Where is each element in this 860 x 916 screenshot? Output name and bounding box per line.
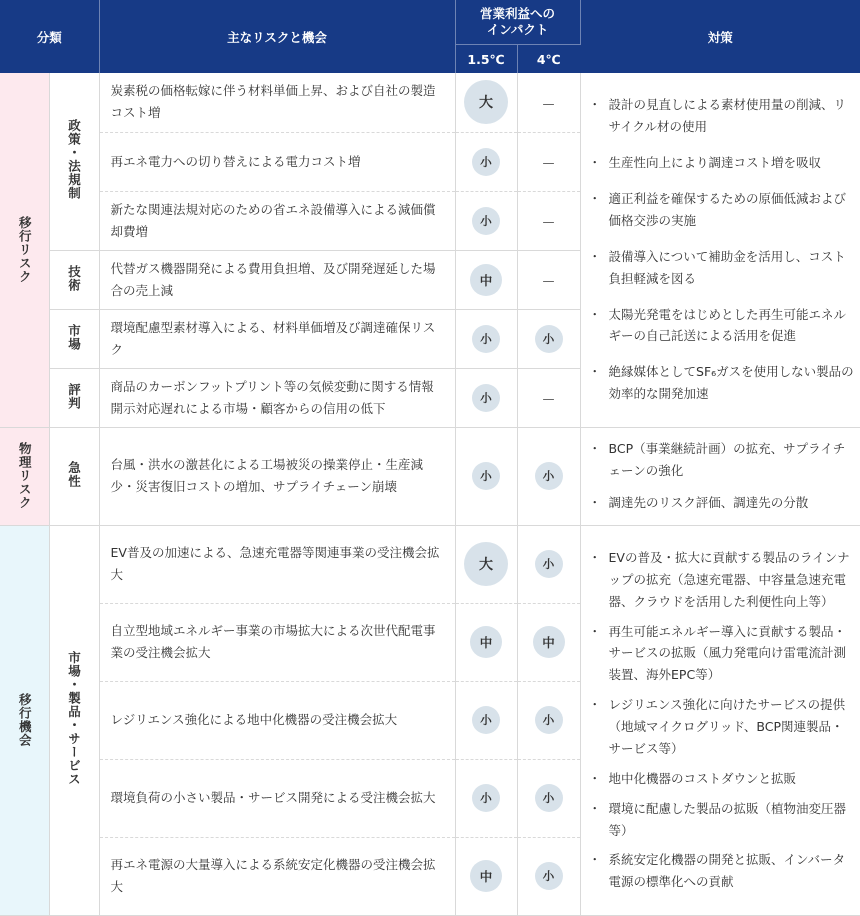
impact-badge: 小: [535, 706, 563, 734]
impact-cell: [517, 368, 580, 427]
impact-none: —: [542, 392, 555, 406]
impact-cell: [455, 368, 517, 427]
measure-item: ・ 適正利益を確保するための原価低減および価格交渉の実施: [593, 188, 855, 232]
impact-cell: [455, 250, 517, 309]
impact-cell: [517, 73, 580, 132]
impact-cell: [455, 603, 517, 681]
risk-description: 台風・洪水の激甚化による工場被災の操業停止・生産減少・災害復旧コストの増加、サプライチェーン崩壊: [99, 427, 455, 525]
measure-item: ・ BCP（事業継続計画）の拡充、サプライチェーンの強化: [593, 438, 855, 482]
group-label: 急性: [66, 461, 82, 488]
measures-cell: [580, 427, 860, 525]
risk-description: 環境負荷の小さい製品・サービス開発による受注機会拡大: [99, 759, 455, 837]
measure-item: ・ 再生可能エネルギー導入に貢献する製品・サービスの拡販（風力発電向け雷電流計測装置、海外EPC等）: [593, 621, 855, 687]
header-category: 分類: [0, 0, 99, 73]
measures-list: [593, 547, 855, 893]
impact-badge: 大: [464, 80, 508, 124]
impact-badge: 中: [470, 626, 502, 658]
impact-cell: [455, 309, 517, 368]
risk-description: レジリエンス強化による地中化機器の受注機会拡大: [99, 681, 455, 759]
impact-badge: 小: [472, 148, 500, 176]
section-name: [0, 427, 49, 525]
measures-list: [593, 94, 855, 405]
impact-none: —: [542, 274, 555, 288]
risk-description: 再エネ電源の大量導入による系統安定化機器の受注機会拡大: [99, 837, 455, 915]
impact-cell: [455, 132, 517, 191]
header-impact-label: 営業利益への インパクト: [480, 6, 556, 37]
impact-cell: [455, 525, 517, 603]
risk-description: 環境配慮型素材導入による、材料単価増及び調達確保リスク: [99, 309, 455, 368]
group-label: 政策・法規制: [66, 119, 82, 201]
measure-item: ・ 絶縁媒体としてSF₆ガスを使用しない製品の効率的な開発加速: [593, 361, 855, 405]
risk-description: 代替ガス機器開発による費用負担増、及び開発遅延した場合の売上減: [99, 250, 455, 309]
impact-none: —: [542, 215, 555, 229]
group-label: 評判: [66, 382, 82, 410]
header-main-risk: 主なリスクと機会: [99, 0, 455, 73]
impact-badge: 中: [533, 626, 565, 658]
impact-cell: [455, 73, 517, 132]
impact-cell: [455, 837, 517, 915]
impact-cell: [517, 681, 580, 759]
impact-none: —: [542, 96, 555, 111]
impact-badge: 中: [470, 860, 502, 892]
measures-list: [593, 438, 855, 515]
group-name: [49, 525, 99, 915]
impact-cell: [455, 759, 517, 837]
impact-cell: [517, 837, 580, 915]
impact-badge: 小: [472, 325, 500, 353]
impact-badge: 小: [535, 462, 563, 490]
table-body: [0, 73, 860, 915]
risk-description: 新たな関連法規対応のための省エネ設備導入による減価償却費増: [99, 191, 455, 250]
risk-description: 炭素税の価格転嫁に伴う材料単価上昇、および自社の製造コスト増: [99, 73, 455, 132]
measure-item: ・ EVの普及・拡大に貢献する製品のラインナップの拡充（急速充電器、中容量急速充電器、クラウドを活用した利便性向上等）: [593, 547, 855, 613]
impact-cell: [455, 191, 517, 250]
measure-item: ・ 系統安定化機器の開発と拡販、インバータ電源の標準化への貢献: [593, 849, 855, 893]
header-impact: [455, 0, 580, 45]
impact-badge: 小: [472, 462, 500, 490]
section-label: 物理リスク: [17, 442, 33, 510]
header-temp-1-5: 1.5℃: [455, 45, 517, 74]
section-name: [0, 73, 49, 427]
group-label: 市場・製品・サービス: [66, 651, 82, 786]
group-label: 市場: [66, 323, 82, 351]
impact-cell: [517, 132, 580, 191]
impact-cell: [517, 250, 580, 309]
impact-badge: 小: [535, 550, 563, 578]
impact-cell: [517, 427, 580, 525]
group-name: [49, 368, 99, 427]
risk-description: EV普及の加速による、急速充電器等関連事業の受注機会拡大: [99, 525, 455, 603]
impact-badge: 小: [535, 325, 563, 353]
group-label: 技術: [66, 264, 82, 292]
impact-cell: [455, 681, 517, 759]
header-temp-4: 4℃: [517, 45, 580, 74]
section-label: 移行リスク: [17, 216, 33, 284]
impact-badge: 小: [535, 784, 563, 812]
measure-item: ・ 環境に配慮した製品の拡販（植物油変圧器等）: [593, 798, 855, 842]
measure-item: ・ 設備導入について補助金を活用し、コスト負担軽減を図る: [593, 246, 855, 290]
impact-none: —: [542, 156, 555, 170]
impact-cell: [517, 191, 580, 250]
group-name: [49, 250, 99, 309]
measure-item: ・ 地中化機器のコストダウンと拡販: [593, 768, 855, 790]
risk-description: 自立型地域エネルギー事業の市場拡大による次世代配電事業の受注機会拡大: [99, 603, 455, 681]
impact-badge: 中: [470, 264, 502, 296]
impact-badge: 小: [472, 784, 500, 812]
measures-cell: [580, 73, 860, 427]
impact-badge: 小: [472, 706, 500, 734]
impact-cell: [517, 309, 580, 368]
group-name: [49, 73, 99, 250]
impact-cell: [517, 759, 580, 837]
section-label: 移行機会: [17, 693, 33, 747]
impact-badge: 小: [472, 207, 500, 235]
table-row: [0, 525, 860, 603]
header-measures: 対策: [580, 0, 860, 73]
impact-badge: 小: [472, 384, 500, 412]
group-name: [49, 427, 99, 525]
measure-item: ・ レジリエンス強化に向けたサービスの提供（地域マイクログリッド、BCP関連製品・サービス等）: [593, 694, 855, 760]
impact-cell: [517, 603, 580, 681]
impact-badge: 小: [535, 862, 563, 890]
measure-item: ・ 太陽光発電をはじめとした再生可能エネルギーの自己託送による活用を促進: [593, 304, 855, 348]
risk-description: 商品のカーボンフットプリント等の気候変動に関する情報開示対応遅れによる市場・顧客からの信用の低下: [99, 368, 455, 427]
impact-cell: [517, 525, 580, 603]
impact-cell: [455, 427, 517, 525]
impact-badge: 大: [464, 542, 508, 586]
group-name: [49, 309, 99, 368]
measure-item: ・ 生産性向上により調達コスト増を吸収: [593, 152, 855, 174]
measure-item: ・ 設計の見直しによる素材使用量の削減、リサイクル材の使用: [593, 94, 855, 138]
table-row: [0, 427, 860, 525]
risk-description: 再エネ電力への切り替えによる電力コスト増: [99, 132, 455, 191]
section-name: [0, 525, 49, 915]
measure-item: ・ 調達先のリスク評価、調達先の分散: [593, 492, 855, 514]
measures-cell: [580, 525, 860, 915]
table-row: [0, 73, 860, 132]
